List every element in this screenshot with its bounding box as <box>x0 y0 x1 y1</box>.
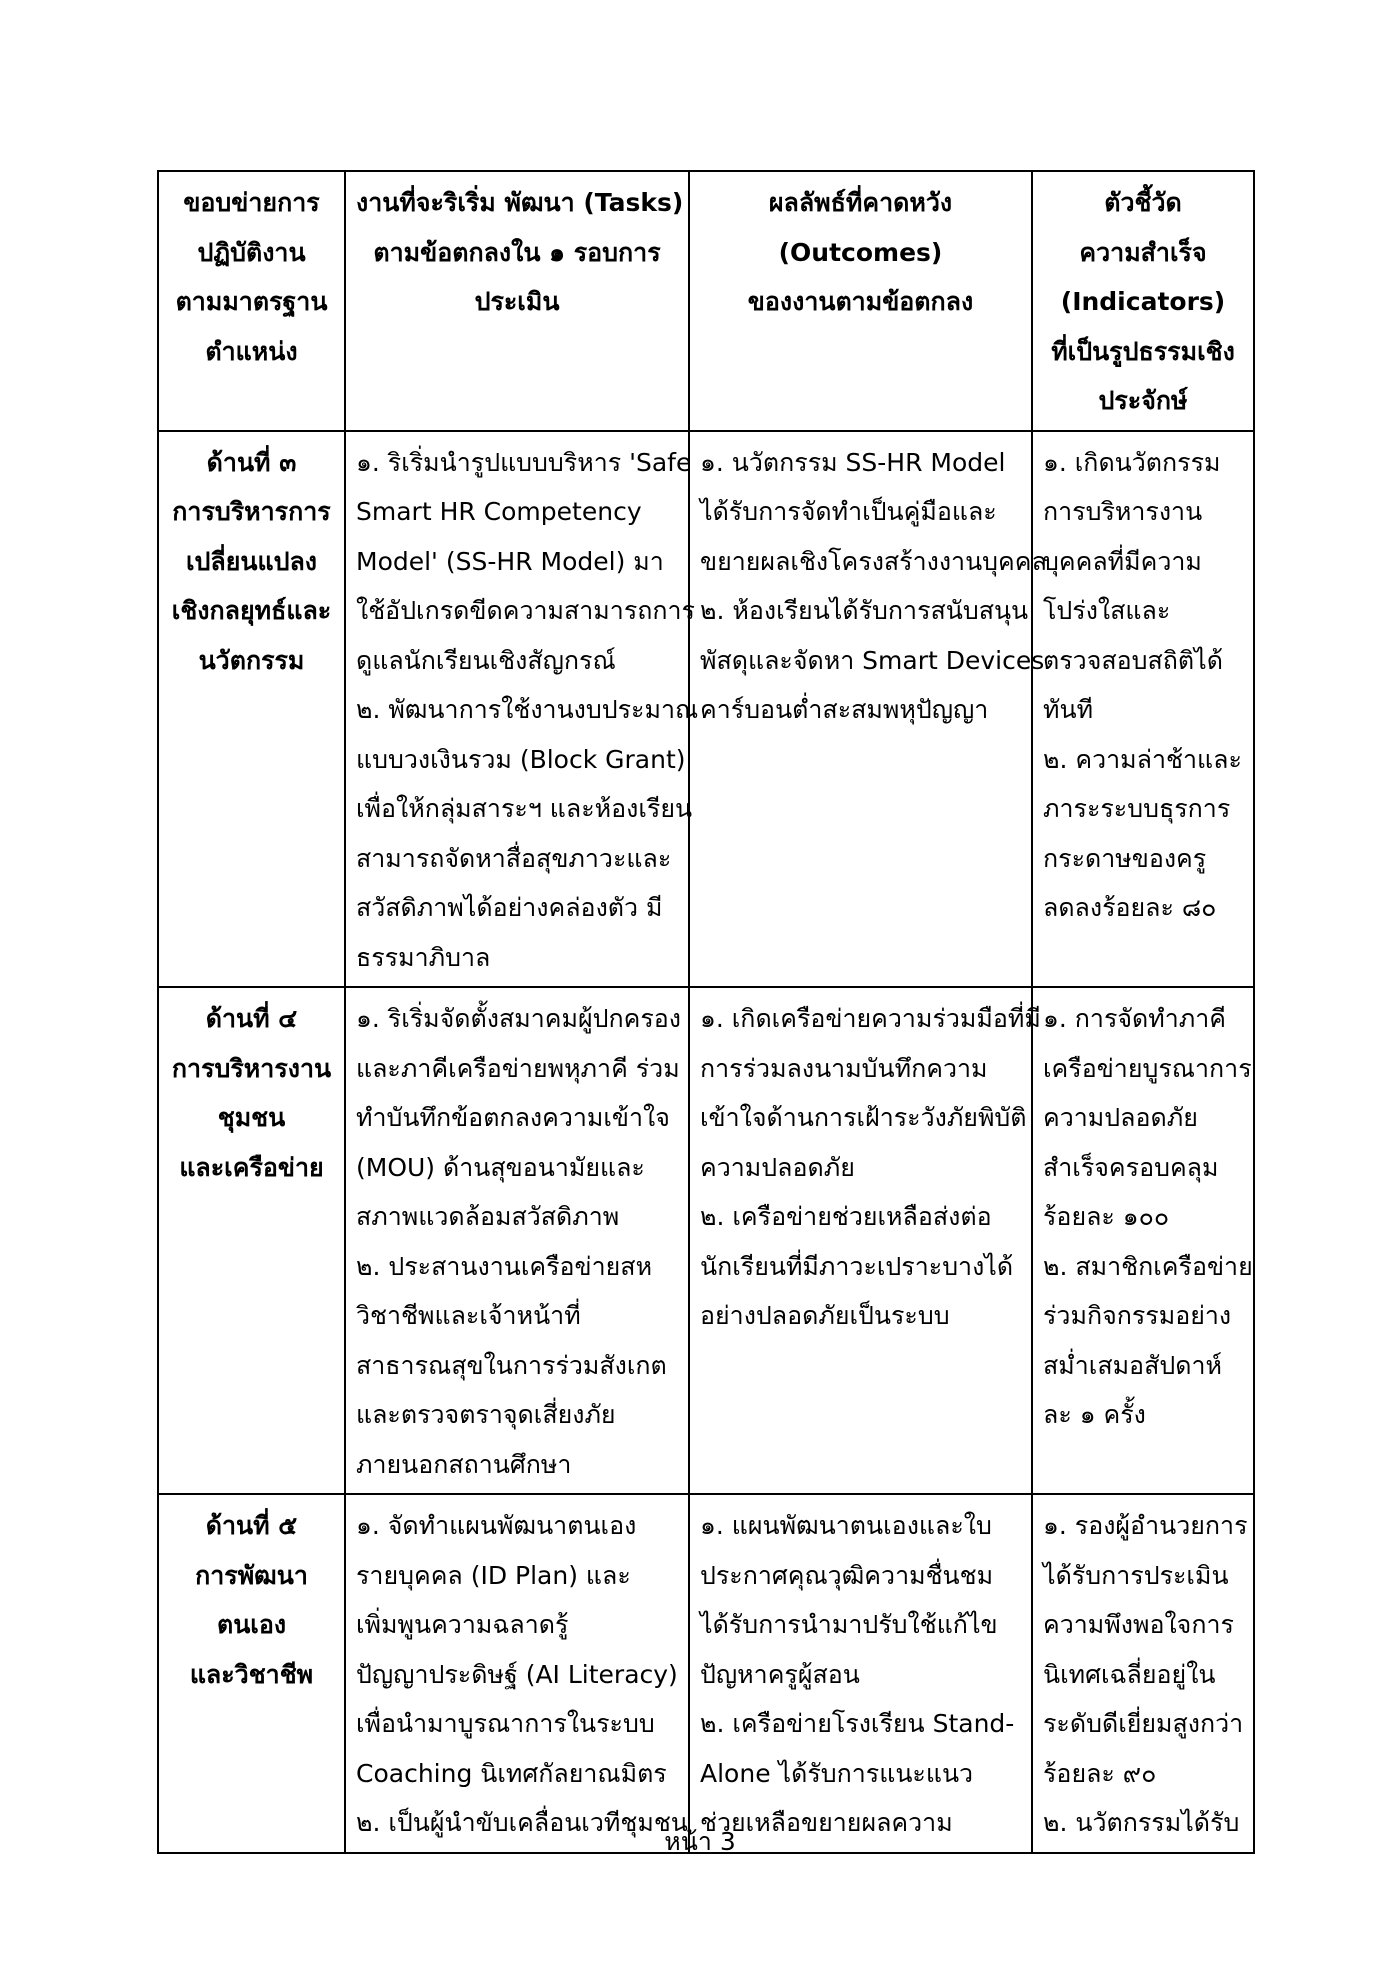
cell-line: การบริหารงาน <box>1043 497 1203 526</box>
row-5-outcomes <box>689 1494 1032 1853</box>
cell-line: สาธารณสุขในการร่วมสังเกต <box>356 1350 667 1380</box>
cell-line: ละ ๑ ครั้ง <box>1043 1400 1146 1429</box>
cell-line: พัสดุและจัดหา Smart Devices <box>700 645 1045 675</box>
cell-line: งานที่จะริเริ่ม พัฒนา (Tasks) <box>356 188 684 217</box>
cell-line: ตนเอง <box>216 1610 287 1639</box>
cell-line: ตามมาตรฐาน <box>175 287 328 316</box>
cell-line: ๒. ความล่าช้าและ <box>1043 744 1242 774</box>
cell-line: สามารถจัดหาสื่อสุขภาวะและ <box>356 843 672 873</box>
header-scope <box>158 171 345 431</box>
header-outcomes <box>689 171 1032 431</box>
cell-line: ช่วยเหลือขยายผลความ <box>700 1808 953 1837</box>
cell-line: ร่วมกิจกรรมอย่าง <box>1043 1301 1232 1330</box>
cell-line: ๒. นวัตกรรมได้รับ <box>1043 1808 1240 1837</box>
row-5-indicators <box>1032 1494 1254 1853</box>
cell-line: เพื่อนำมาบูรณาการในระบบ <box>356 1709 655 1738</box>
cell-line: วิชาชีพและเจ้าหน้าที่ <box>356 1301 581 1330</box>
cell-line: คาร์บอนต่ำสะสมพหุปัญญา <box>700 695 989 724</box>
cell-line: ลดลงร้อยละ ๘๐ <box>1043 893 1217 922</box>
cell-line: ร้อยละ ๑๐๐ <box>1043 1202 1170 1231</box>
cell-line: ระดับดีเยี่ยมสูงกว่า <box>1043 1709 1244 1738</box>
cell-line: ๒. เครือข่ายโรงเรียน Stand- <box>700 1709 1015 1738</box>
cell-line: ด้านที่ ๔ <box>205 1004 298 1033</box>
cell-line: นักเรียนที่มีภาวะเปราะบางได้ <box>700 1251 1014 1281</box>
cell-line: การบริหารงาน <box>171 1053 332 1083</box>
cell-line: ประจักษ์ <box>1098 386 1188 415</box>
row-3-indicators <box>1032 431 1254 988</box>
cell-line: เพื่อให้กลุ่มสาระฯ และห้องเรียน <box>356 794 693 823</box>
cell-line: ธรรมาภิบาล <box>356 942 491 972</box>
cell-line: การร่วมลงนามบันทึกความ <box>700 1053 988 1083</box>
row-3-tasks <box>345 431 699 988</box>
cell-line: รายบุคคล (ID Plan) และ <box>356 1560 631 1590</box>
cell-line: และตรวจตราจุดเสี่ยงภัย <box>356 1400 616 1429</box>
cell-line: เปลี่ยนแปลง <box>186 546 317 576</box>
row-4-indicators <box>1032 987 1254 1494</box>
cell-line: (Indicators) <box>1060 287 1226 316</box>
cell-line: ๑. แผนพัฒนาตนเองและใบ <box>700 1511 992 1540</box>
cell-line: ความพึงพอใจการ <box>1043 1610 1234 1639</box>
row-5-tasks <box>345 1494 689 1853</box>
page-number: หน้า 3 <box>664 1827 736 1856</box>
table-row <box>158 1494 1254 1853</box>
cell-line: นวัตกรรม <box>198 645 305 675</box>
cell-line: ด้านที่ ๕ <box>205 1511 298 1540</box>
cell-line: ทันที <box>1043 695 1094 724</box>
cell-line: (Outcomes) <box>778 237 943 267</box>
table-row <box>158 431 1254 988</box>
cell-line: กระดาษของครู <box>1043 843 1207 873</box>
cell-line: ๒. สมาชิกเครือข่าย <box>1043 1251 1253 1281</box>
cell-line: ประเมิน <box>474 287 560 316</box>
cell-line: ความปลอดภัย <box>1043 1103 1198 1132</box>
cell-line: ร้อยละ ๙๐ <box>1043 1758 1157 1788</box>
cell-line: ๑. ริเริ่มนำรูปแบบบริหาร 'Safe <box>356 447 692 477</box>
cell-line: ตรวจสอบสถิติได้ <box>1043 645 1223 675</box>
cell-line: ๑. ริเริ่มจัดตั้งสมาคมผู้ปกครอง <box>356 1004 681 1033</box>
cell-line: สม่ำเสมอสัปดาห์ <box>1043 1350 1222 1380</box>
row-4-tasks <box>345 987 689 1494</box>
cell-line: โปร่งใสและ <box>1043 596 1171 625</box>
header-tasks <box>345 171 689 431</box>
cell-line: ดูแลนักเรียนเชิงสัญกรณ์ <box>356 645 616 675</box>
cell-line: ๑. การจัดทำภาคี <box>1043 1004 1227 1033</box>
cell-line: และเครือข่าย <box>179 1152 324 1182</box>
cell-line: เข้าใจด้านการเฝ้าระวังภัยพิบัติ <box>700 1103 1027 1132</box>
cell-line: ปัญญาประดิษฐ์ (AI Literacy) <box>356 1659 678 1689</box>
cell-line: ได้รับการนำมาปรับใช้แก้ไข <box>700 1610 998 1639</box>
cell-line: ๒. พัฒนาการใช้งานงบประมาณ <box>356 695 699 724</box>
cell-line: ของงานตามข้อตกลง <box>747 287 974 316</box>
cell-line: ๒. เครือข่ายช่วยเหลือส่งต่อ <box>700 1202 992 1231</box>
row-5-area <box>158 1494 345 1853</box>
row-3-outcomes <box>689 431 1047 988</box>
cell-line: ความปลอดภัย <box>700 1152 855 1182</box>
cell-line: Coaching นิเทศกัลยาณมิตร <box>356 1758 667 1788</box>
cell-line: สวัสดิภาพได้อย่างคล่องตัว มี <box>356 893 663 922</box>
cell-line: เพิ่มพูนความฉลาดรู้ <box>356 1610 569 1639</box>
table-row <box>158 987 1254 1494</box>
cell-line: ตัวชี้วัด <box>1104 188 1182 217</box>
cell-line: ๑. จัดทำแผนพัฒนาตนเอง <box>356 1511 637 1540</box>
cell-line: ผลลัพธ์ที่คาดหวัง <box>768 188 953 217</box>
table-header-row <box>158 171 1254 431</box>
cell-line: ได้รับการประเมิน <box>1043 1560 1229 1590</box>
cell-line: การพัฒนา <box>195 1560 308 1590</box>
cell-line: เชิงกลยุทธ์และ <box>171 596 332 625</box>
cell-line: ปัญหาครูผู้สอน <box>700 1659 860 1689</box>
cell-line: Model' (SS-HR Model) มา <box>356 546 664 576</box>
row-3-area <box>158 431 345 988</box>
header-indicators <box>1032 171 1254 431</box>
cell-line: ชุมชน <box>217 1103 286 1132</box>
cell-line: ความสำเร็จ <box>1079 237 1207 267</box>
cell-line: ที่เป็นรูปธรรมเชิง <box>1051 336 1235 366</box>
cell-line: ๒. เป็นผู้นำขับเคลื่อนเวทีชุมชน <box>356 1808 688 1837</box>
cell-line: ๒. ประสานงานเครือข่ายสห <box>356 1251 653 1281</box>
cell-line: ๑. เกิดเครือข่ายความร่วมมือที่มี <box>700 1004 1041 1033</box>
row-4-area <box>158 987 345 1494</box>
performance-agreement-table <box>157 170 1255 1854</box>
cell-line: ด้านที่ ๓ <box>206 447 297 477</box>
cell-line: ๒. ห้องเรียนได้รับการสนับสนุน <box>700 596 1029 625</box>
cell-line: และภาคีเครือข่ายพหุภาคี ร่วม <box>356 1053 680 1083</box>
cell-line: ๑. รองผู้อำนวยการ <box>1043 1511 1248 1540</box>
cell-line: อย่างปลอดภัยเป็นระบบ <box>700 1301 950 1330</box>
cell-line: การบริหารการ <box>172 497 331 526</box>
cell-line: สำเร็จครอบคลุม <box>1043 1152 1219 1182</box>
cell-line: แบบวงเงินรวม (Block Grant) <box>356 744 686 774</box>
cell-line: ภาระระบบธุรการ <box>1043 794 1231 823</box>
cell-line: นิเทศเฉลี่ยอยู่ใน <box>1043 1659 1216 1689</box>
row-4-outcomes <box>689 987 1041 1494</box>
cell-line: ตามข้อตกลงใน ๑ รอบการ <box>373 237 661 267</box>
cell-line: สภาพแวดล้อมสวัสดิภาพ <box>356 1202 620 1231</box>
cell-line: ขยายผลเชิงโครงสร้างงานบุคคล <box>700 546 1047 576</box>
cell-line: เครือข่ายบูรณาการ <box>1043 1053 1252 1083</box>
cell-line: ๑. นวัตกรรม SS-HR Model <box>700 447 1006 477</box>
cell-line: ใช้อัปเกรดขีดความสามารถการ <box>356 596 695 625</box>
cell-line: ภายนอกสถานศึกษา <box>356 1449 572 1479</box>
cell-line: ได้รับการจัดทำเป็นคู่มือและ <box>700 497 997 526</box>
cell-line: ปฏิบัติงาน <box>197 237 306 267</box>
cell-line: Alone ได้รับการแนะแนว <box>700 1758 974 1788</box>
cell-line: (MOU) ด้านสุขอนามัยและ <box>356 1152 645 1182</box>
cell-line: และวิชาชีพ <box>189 1659 314 1689</box>
cell-line: ๑. เกิดนวัตกรรม <box>1043 447 1221 477</box>
cell-line: ขอบข่ายการ <box>183 188 320 217</box>
cell-line: ทำบันทึกข้อตกลงความเข้าใจ <box>356 1103 670 1132</box>
cell-line: บุคคลที่มีความ <box>1043 546 1202 576</box>
cell-line: Smart HR Competency <box>356 497 642 526</box>
cell-line: ประกาศคุณวุฒิความชื่นชม <box>700 1560 994 1590</box>
cell-line: ตำแหน่ง <box>205 336 298 366</box>
